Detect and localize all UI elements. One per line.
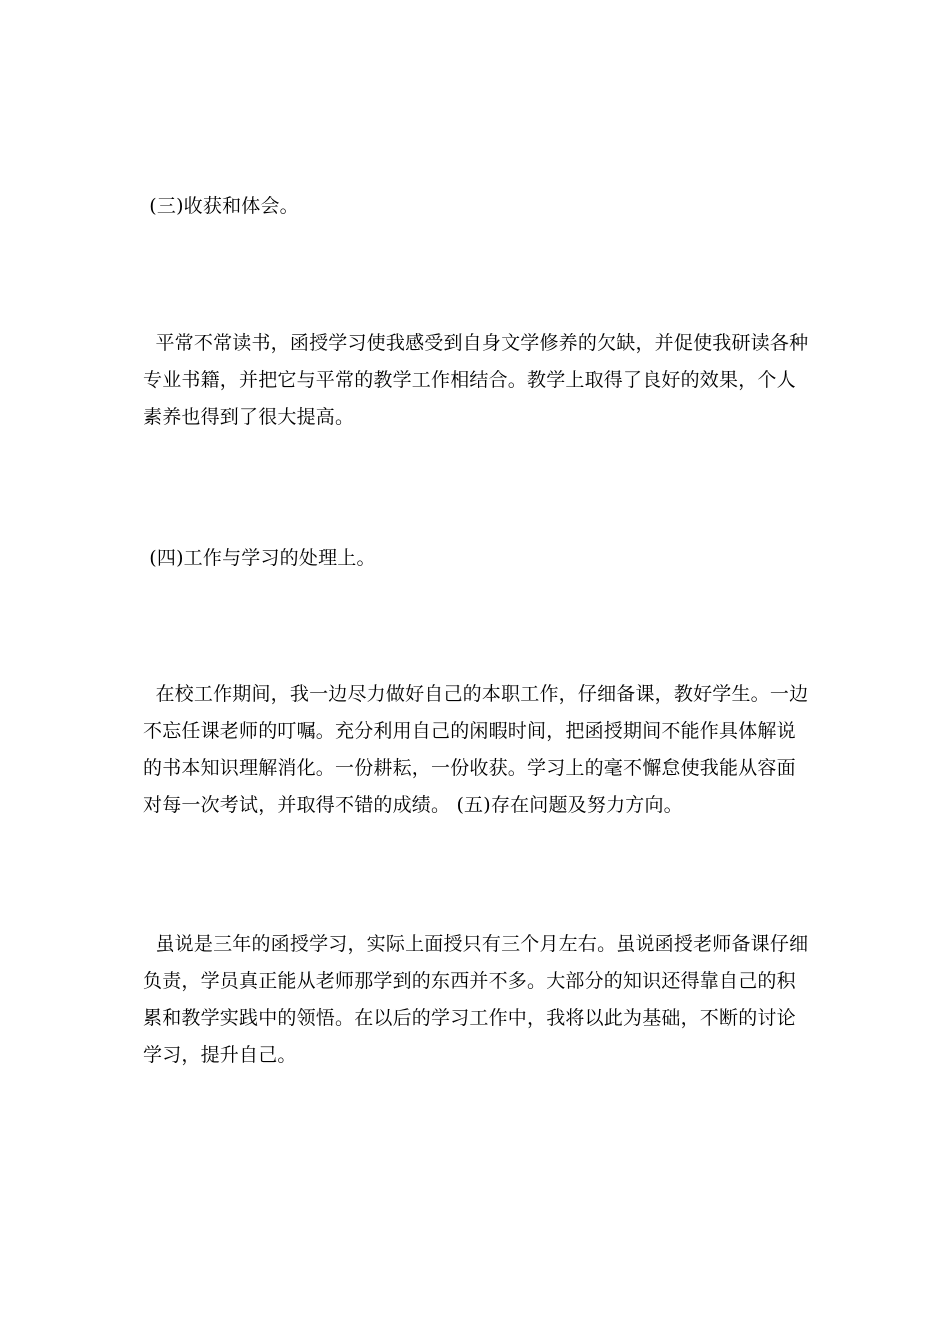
- section-heading-work-study: (四)工作与学习的处理上。: [143, 547, 376, 569]
- paragraph-reading: 平常不常读书，函授学习使我感受到自身文学修养的欠缺，并促使我研读各种专业书籍，并把它与平常的教学工作相结合。教学上取得了良好的效果，个人素养也得到了很大提高。: [143, 332, 809, 428]
- paragraph-work-period: 在校工作期间，我一边尽力做好自己的本职工作，仔细备课，教好学生。一边不忘任课老师的叮嘱。充分利用自己的闲暇时间，把函授期间不能作具体解说的书本知识理解消化。一份耕耘，一份收获。学习上的毫不懈怠使我能从容面对每一次考试，并取得不错的成绩。 (五)存在问题及努力方向。: [143, 683, 809, 816]
- paragraph-correspondence-study: 虽说是三年的函授学习，实际上面授只有三个月左右。虽说函授老师备课仔细负责，学员真正能从老师那学到的东西并不多。大部分的知识还得靠自己的积累和教学实践中的领悟。在以后的学习工作中，我将以此为基础，不断的讨论学习，提升自己。: [143, 933, 809, 1066]
- section-heading-harvest: (三)收获和体会。: [143, 195, 299, 217]
